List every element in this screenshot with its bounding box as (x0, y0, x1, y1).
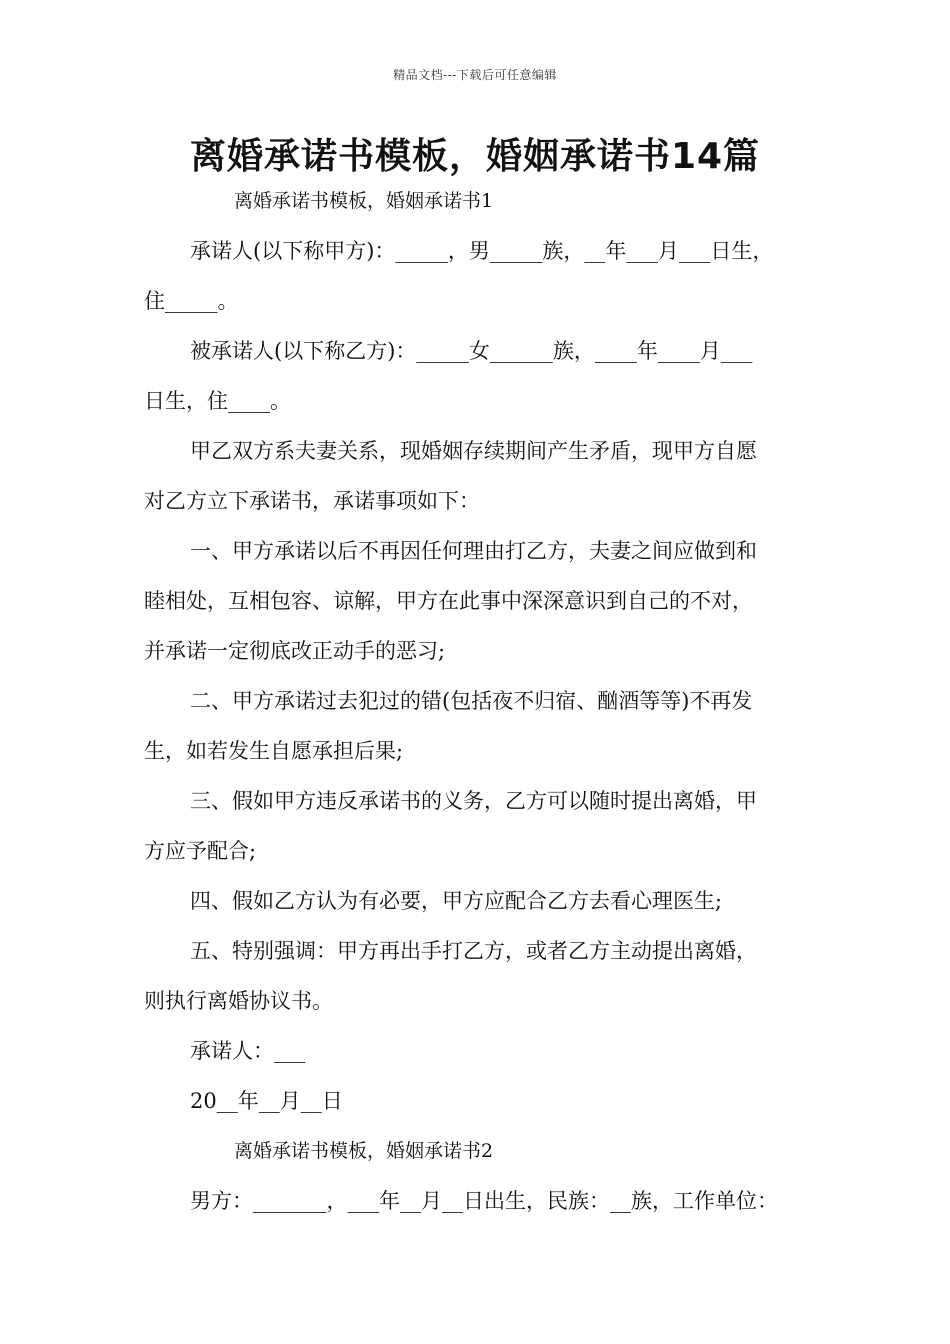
section-title-1: 离婚承诺书模板，婚姻承诺书1 (234, 190, 494, 212)
section-title-2: 离婚承诺书模板，婚姻承诺书2 (234, 1140, 494, 1162)
paragraph-line: 二、甲方承诺过去犯过的错(包括夜不归宿、酗酒等等)不再发 (190, 689, 753, 713)
paragraph-line: 四、假如乙方认为有必要，甲方应配合乙方去看心理医生; (190, 889, 723, 913)
paragraph-line: 生，如若发生自愿承担后果; (144, 739, 404, 763)
paragraph-line: 并承诺一定彻底改正动手的恶习; (144, 639, 446, 663)
paragraph-line: 五、特别强调：甲方再出手打乙方，或者乙方主动提出离婚， (190, 939, 757, 963)
paragraph-line: 方应予配合; (144, 839, 257, 863)
document-title: 离婚承诺书模板，婚姻承诺书14篇 (189, 136, 761, 177)
paragraph-line: 被承诺人(以下称乙方)：_____女______族，____年____月___ (190, 339, 753, 363)
header-note: 精品文档---下载后可任意编辑 (393, 68, 557, 82)
signature-line: 承诺人：___ (190, 1039, 306, 1063)
paragraph-line: 三、假如甲方违反承诺书的义务，乙方可以随时提出离婚，甲 (190, 789, 757, 813)
paragraph-line: 住_____。 (144, 289, 239, 313)
date-line: 20__年__月__日 (190, 1089, 343, 1113)
paragraph-line: 日生，住____。 (144, 389, 291, 413)
paragraph-line: 一、甲方承诺以后不再因任何理由打乙方，夫妻之间应做到和 (190, 539, 757, 563)
paragraph-line: 睦相处，互相包容、谅解，甲方在此事中深深意识到自己的不对， (144, 589, 753, 613)
paragraph-line: 男方：_______，___年__月__日出生，民族：__族，工作单位： (190, 1189, 778, 1213)
paragraph-line: 承诺人(以下称甲方)：_____，男_____族，__年___月___日生， (190, 239, 774, 263)
paragraph-line: 对乙方立下承诺书，承诺事项如下： (144, 489, 480, 513)
paragraph-line: 甲乙双方系夫妻关系，现婚姻存续期间产生矛盾，现甲方自愿 (190, 439, 757, 463)
paragraph-line: 则执行离婚协议书。 (144, 989, 333, 1013)
